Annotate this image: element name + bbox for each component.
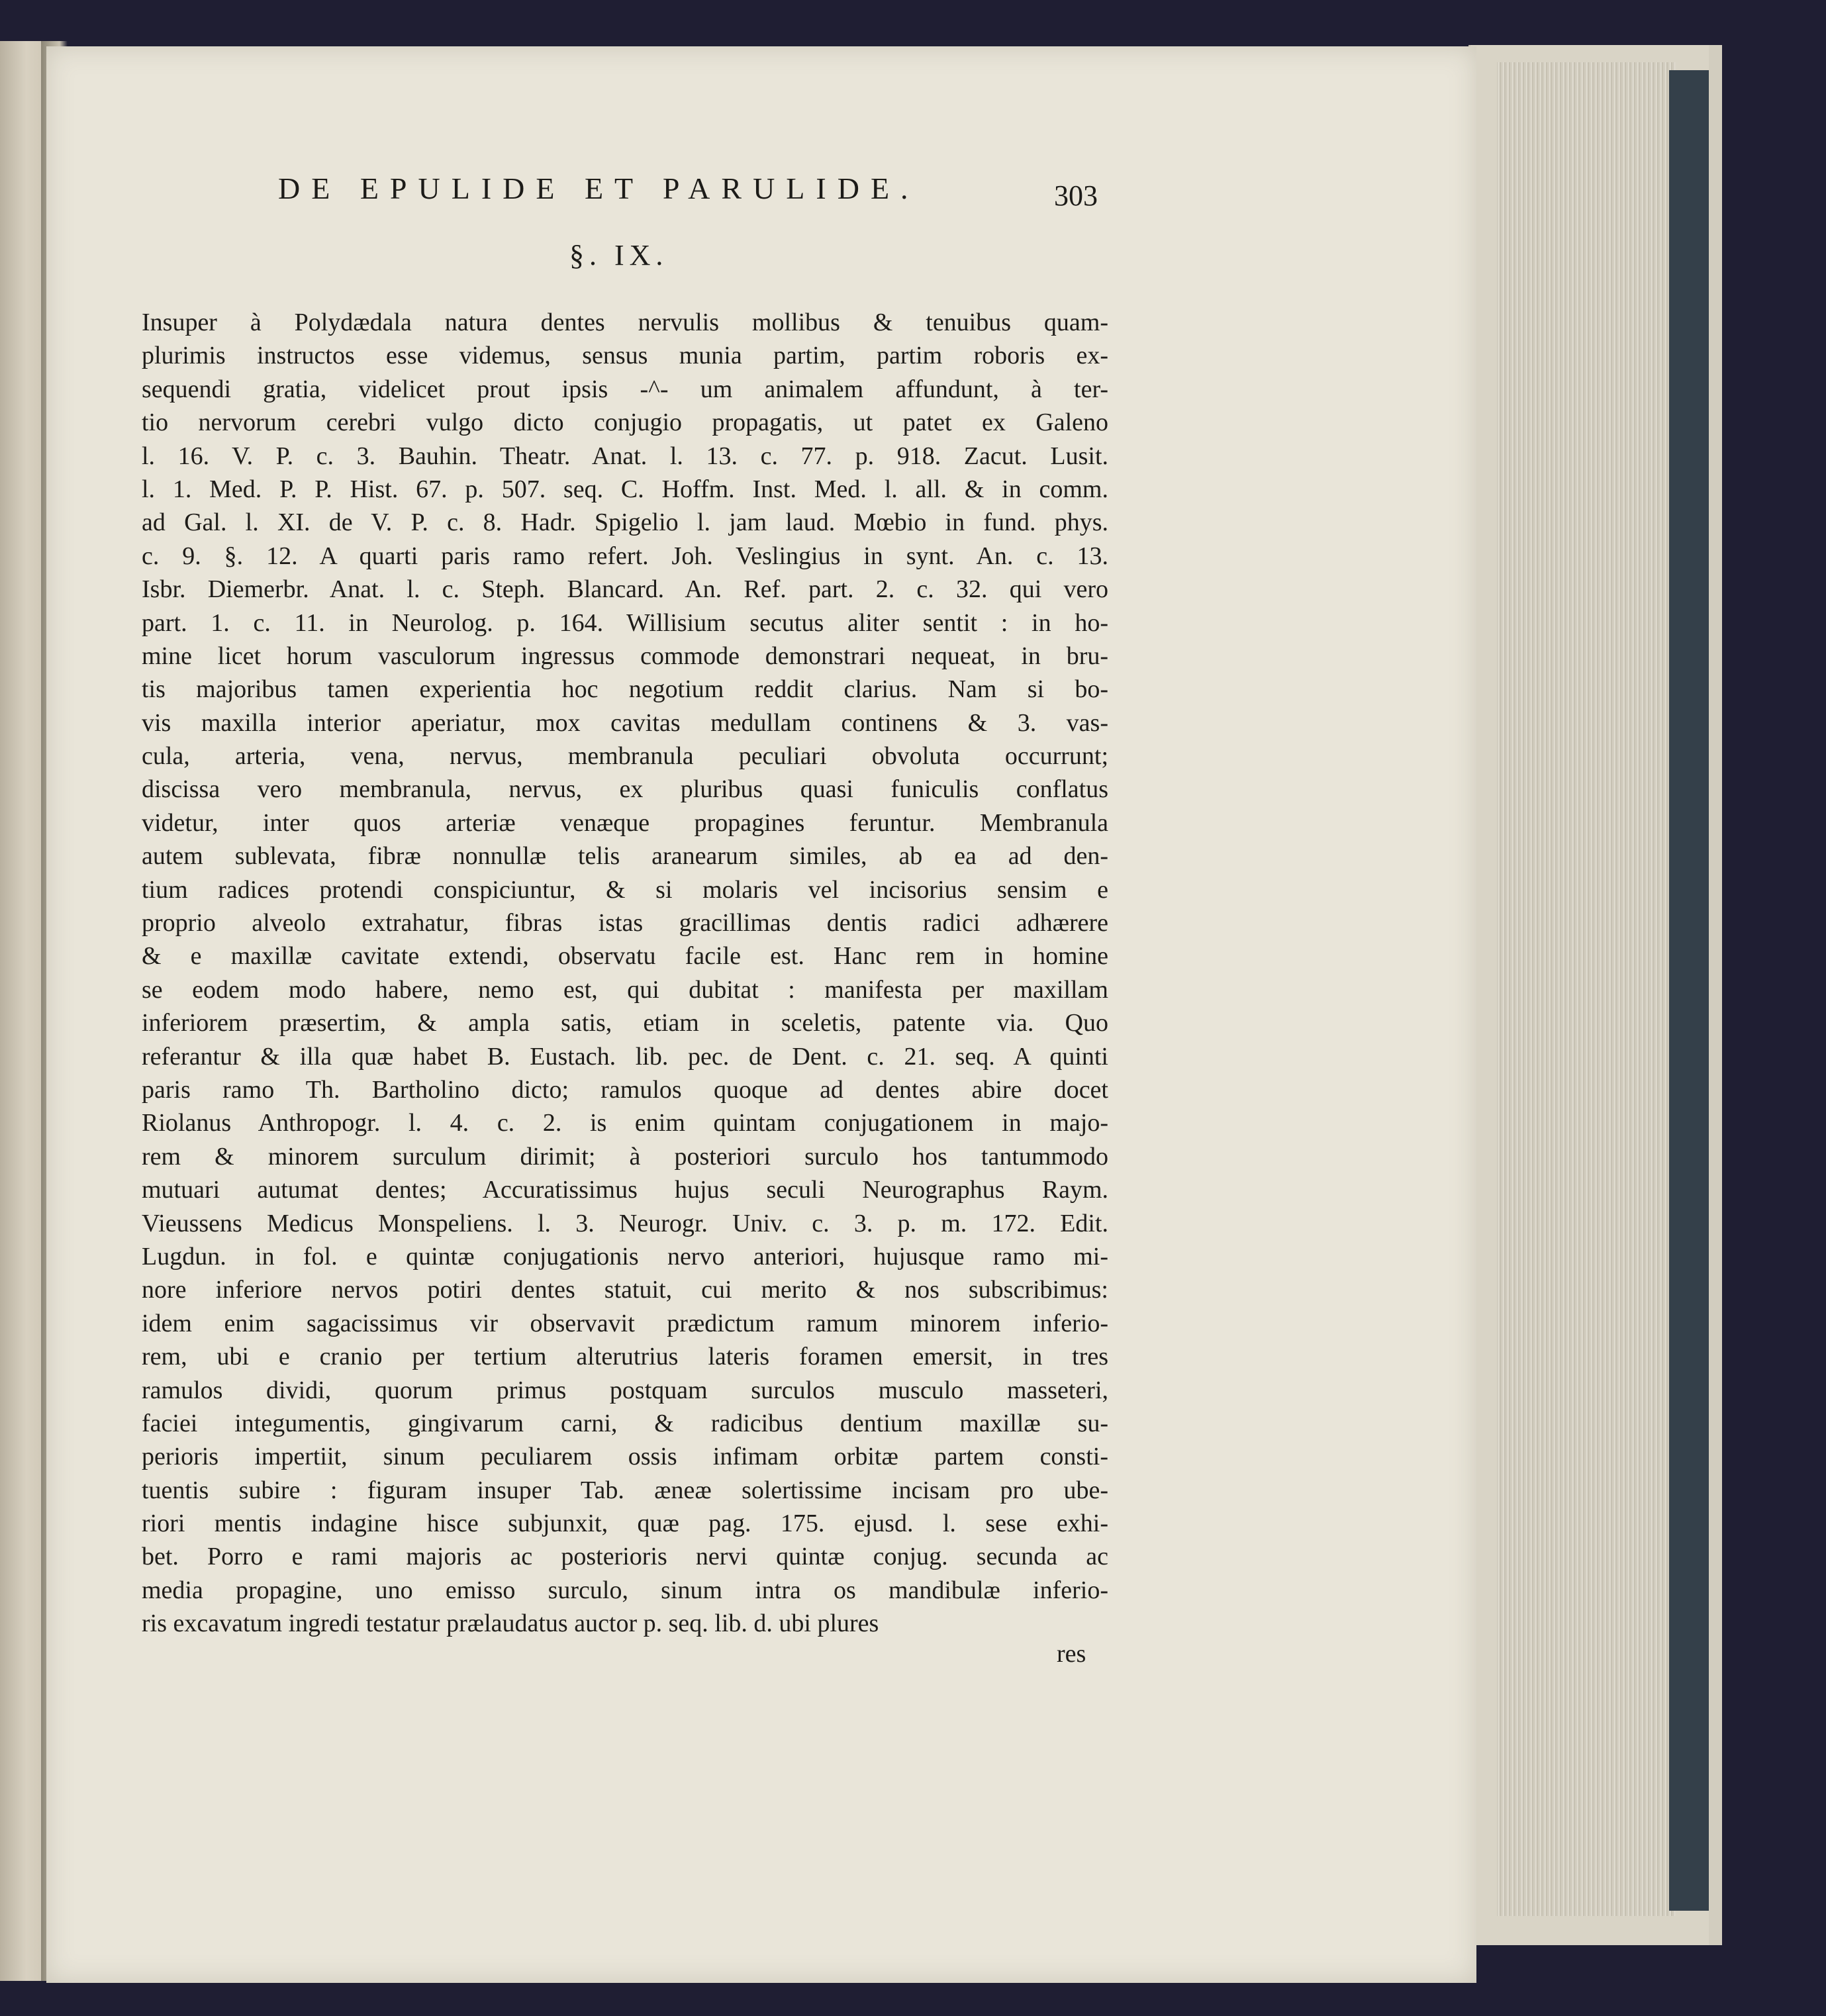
text-line: l. 1. Med. P. P. Hist. 67. p. 507. seq. C. Hoffm. Inst. Med. l. all. & in comm.: [142, 475, 1108, 503]
text-line: discissa vero membranula, nervus, ex pluribus quasi funiculis conflatus: [142, 775, 1108, 804]
text-line: tis majoribus tamen experientia hoc negotium reddit clarius. Nam si bo-: [142, 675, 1108, 704]
text-line: Riolanus Anthropogr. l. 4. c. 2. is enim quintam conjugationem in majo-: [142, 1109, 1108, 1137]
text-line: ramulos dividi, quorum primus postquam surculos musculo masseteri,: [142, 1376, 1108, 1404]
text-line: c. 9. §. 12. A quarti paris ramo refert. Joh. Veslingius in synt. An. c. 13.: [142, 542, 1108, 570]
page-stack: [1497, 62, 1676, 1916]
text-line: nore inferiore nervos potiri dentes statuit, cui merito & nos subscribimus:: [142, 1276, 1108, 1304]
text-line: cula, arteria, vena, nervus, membranula peculiari obvoluta occurrunt;: [142, 742, 1108, 771]
text-line: rem, ubi e cranio per tertium alterutrius lateris foramen emersit, in tres: [142, 1343, 1108, 1371]
text-line: proprio alveolo extrahatur, fibras istas gracillimas dentis radici adhærere: [142, 909, 1108, 937]
text-line: ad Gal. l. XI. de V. P. c. 8. Hadr. Spigelio l. jam laud. Mœbio in fund. phys.: [142, 508, 1108, 537]
text-line: Vieussens Medicus Monspeliens. l. 3. Neurogr. Univ. c. 3. p. m. 172. Edit.: [142, 1209, 1108, 1237]
text-line: & e maxillæ cavitate extendi, observatu facile est. Hanc rem in homine: [142, 942, 1108, 971]
text-line: autem sublevata, fibræ nonnullæ telis aranearum similes, ab ea ad den-: [142, 842, 1108, 871]
text-line: paris ramo Th. Bartholino dicto; ramulos quoque ad dentes abire docet: [142, 1075, 1108, 1104]
text-line: l. 16. V. P. c. 3. Bauhin. Theatr. Anat. l. 13. c. 77. p. 918. Zacut. Lusit.: [142, 442, 1108, 470]
text-line: idem enim sagacissimus vir observavit prædictum ramum minorem inferio-: [142, 1309, 1108, 1337]
text-line: media propagine, uno emisso surculo, sinum intra os mandibulæ inferio-: [142, 1576, 1108, 1604]
text-line: part. 1. c. 11. in Neurolog. p. 164. Willisium secutus aliter sentit : in ho-: [142, 608, 1108, 637]
text-line: videtur, inter quos arteriæ venæque propagines feruntur. Membranula: [142, 808, 1108, 837]
text-line: perioris impertiit, sinum peculiarem ossis infimam orbitæ partem consti-: [142, 1443, 1108, 1471]
text-line: Insuper à Polydædala natura dentes nervulis mollibus & tenuibus quam-: [142, 309, 1108, 336]
text-line: faciei integumentis, gingivarum carni, & radicibus dentium maxillæ su-: [142, 1409, 1108, 1437]
text-line: riori mentis indagine hisce subjunxit, quæ pag. 175. ejusd. l. sese exhi-: [142, 1510, 1108, 1538]
running-head: DE EPULIDE ET PARULIDE.: [278, 171, 920, 205]
catchword: res: [1057, 1640, 1086, 1668]
text-line: plurimis instructos esse videmus, sensus munia partim, partim roboris ex-: [142, 342, 1108, 370]
page-number: 303: [1054, 179, 1098, 212]
fore-edge: [1669, 70, 1709, 1911]
text-line: sequendi gratia, videlicet prout ipsis -^- um animalem affundunt, à ter-: [142, 375, 1108, 403]
text-line: bet. Porro e rami majoris ac posterioris nervi quintæ conjug. secunda ac: [142, 1543, 1108, 1571]
text-line: Isbr. Diemerbr. Anat. l. c. Steph. Blancard. An. Ref. part. 2. c. 32. qui vero: [142, 575, 1108, 604]
text-line: rem & minorem surculum dirimit; à posteriori surculo hos tantummodo: [142, 1142, 1108, 1171]
text-line: referantur & illa quæ habet B. Eustach. lib. pec. de Dent. c. 21. seq. A quinti: [142, 1042, 1108, 1071]
section-heading: §. IX.: [569, 239, 669, 271]
text-line: mine licet horum vasculorum ingressus commode demonstrari nequeat, in bru-: [142, 642, 1108, 670]
text-line: ris excavatum ingredi testatur prælaudatus auctor p. seq. lib. d. ubi plures: [142, 1609, 879, 1638]
text-line: mutuari autumat dentes; Accuratissimus hujus seculi Neurographus Raym.: [142, 1176, 1108, 1204]
text-line: Lugdun. in fol. e quintæ conjugationis nervo anteriori, hujusque ramo mi-: [142, 1242, 1108, 1271]
text-line: se eodem modo habere, nemo est, qui dubitat : manifesta per maxillam: [142, 975, 1108, 1004]
text-line: vis maxilla interior aperiatur, mox cavitas medullam continens & 3. vas-: [142, 708, 1108, 737]
page-block-edges: [1468, 45, 1709, 1945]
text-line: tuentis subire : figuram insuper Tab. æneæ solertissime incisam pro ube-: [142, 1476, 1108, 1504]
text-line: inferiorem præsertim, & ampla satis, etiam in sceletis, patente via. Quo: [142, 1009, 1108, 1037]
text-line: tium radices protendi conspiciuntur, & si molaris vel incisorius sensim e: [142, 875, 1108, 904]
body-text: [142, 306, 1108, 1641]
text-line: tio nervorum cerebri vulgo dicto conjugio propagatis, ut patet ex Galeno: [142, 408, 1108, 437]
back-cover-edge: [1709, 45, 1722, 1945]
